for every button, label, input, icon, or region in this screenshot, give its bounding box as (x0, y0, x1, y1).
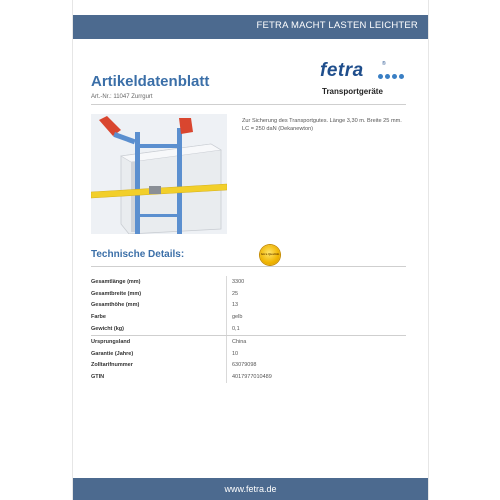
table-row (91, 288, 406, 300)
header-bar (73, 15, 428, 39)
article-number: Art.-Nr.: 11047 Zurrgurt (91, 94, 153, 100)
spec-label: GTIN (91, 374, 105, 381)
spec-value: 3300 (226, 276, 406, 288)
spec-label: Gewicht (kg) (91, 326, 125, 333)
spec-label: Farbe (91, 314, 106, 321)
slogan: FETRA MACHT LASTEN LEICHTER (256, 20, 418, 31)
logo-dots-icon (378, 74, 404, 79)
spec-label: Ursprungsland (91, 338, 131, 345)
spec-value: 63079098 (226, 360, 406, 372)
spec-value: gelb (226, 311, 406, 323)
table-row (91, 360, 406, 372)
product-description: Zur Sicherung des Transportgutes. Länge 3,30 m. Breite 25 mm. LC = 250 daN (Dekanewton) (242, 118, 402, 132)
table-row (91, 335, 406, 348)
footer-bar (73, 478, 428, 500)
spec-label: Gesamtbreite (mm) (91, 290, 142, 297)
logo-wordmark: fetra (320, 60, 364, 81)
divider (91, 104, 406, 105)
spec-value: 4017977010489 (226, 371, 406, 383)
spec-label: Zolltarifnummer (91, 362, 133, 369)
product-photo (91, 114, 227, 234)
table-row (91, 323, 406, 335)
section-title: Technische Details: (91, 249, 185, 260)
spec-value: 10 (226, 348, 406, 360)
table-row (91, 300, 406, 312)
spec-label: Garantie (Jahre) (91, 350, 134, 357)
registered-mark: ® (382, 61, 386, 67)
table-row (91, 276, 406, 288)
spec-value: 13 (226, 300, 406, 312)
divider (91, 266, 406, 267)
spec-value: China (226, 336, 406, 348)
table-row (91, 348, 406, 360)
logo-subtitle: Transportgeräte (322, 87, 383, 96)
spec-table (91, 276, 406, 383)
table-row (91, 371, 406, 383)
seal-text: fetra Qualität (260, 252, 280, 257)
fetra-logo (320, 60, 410, 100)
spec-value: 25 (226, 288, 406, 300)
quality-seal-icon (260, 245, 280, 265)
spec-value: 0,1 (226, 323, 406, 335)
page-title: Artikeldatenblatt (91, 73, 210, 90)
hand-truck-illustration (91, 114, 227, 234)
spec-label: Gesamthöhe (mm) (91, 302, 140, 309)
spec-label: Gesamtlänge (mm) (91, 278, 141, 285)
table-row (91, 311, 406, 323)
website-link[interactable]: www.fetra.de (224, 484, 277, 494)
